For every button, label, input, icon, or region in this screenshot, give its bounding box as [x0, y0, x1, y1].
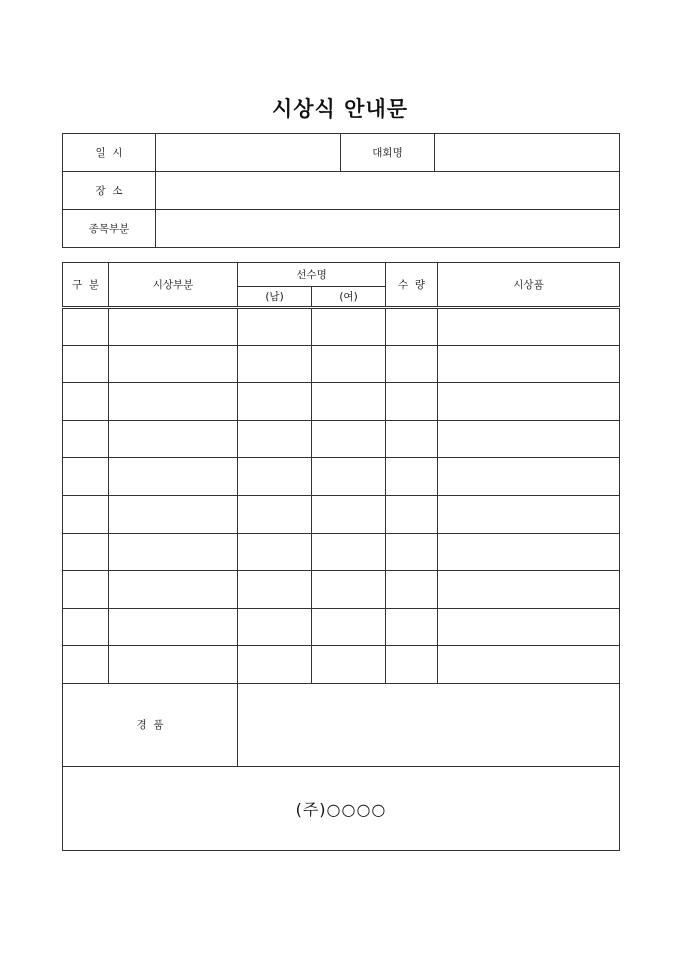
info-row-place	[63, 172, 620, 210]
award-row	[63, 383, 620, 421]
category-field[interactable]	[156, 210, 620, 248]
info-row-datetime	[63, 134, 620, 172]
footer-row	[63, 766, 620, 850]
quantity-cell[interactable]	[386, 308, 438, 346]
award-prize-cell[interactable]	[438, 383, 620, 421]
quantity-cell[interactable]	[386, 646, 438, 684]
award-prize-cell[interactable]	[438, 420, 620, 458]
female-name-cell[interactable]	[312, 420, 386, 458]
female-name-cell[interactable]	[312, 345, 386, 383]
award-prize-cell[interactable]	[438, 495, 620, 533]
male-name-cell[interactable]	[238, 571, 312, 609]
division-cell[interactable]	[63, 308, 109, 346]
award-header-row	[63, 263, 620, 287]
athlete-name-header: 선수명	[238, 263, 386, 287]
quantity-cell[interactable]	[386, 420, 438, 458]
award-row	[63, 571, 620, 609]
award-prize-cell[interactable]	[438, 646, 620, 684]
event-name-field[interactable]	[435, 134, 620, 172]
quantity-cell[interactable]	[386, 345, 438, 383]
award-category-cell[interactable]	[109, 383, 238, 421]
male-name-cell[interactable]	[238, 345, 312, 383]
gift-row	[63, 683, 620, 766]
quantity-cell[interactable]	[386, 533, 438, 571]
female-header: (여)	[312, 287, 386, 308]
award-category-cell[interactable]	[109, 646, 238, 684]
division-cell[interactable]	[63, 646, 109, 684]
award-prize-cell[interactable]	[438, 308, 620, 346]
quantity-header: 수 량	[386, 263, 438, 308]
female-name-cell[interactable]	[312, 533, 386, 571]
male-header: (남)	[238, 287, 312, 308]
division-cell[interactable]	[63, 495, 109, 533]
male-name-cell[interactable]	[238, 458, 312, 496]
datetime-field[interactable]	[156, 134, 341, 172]
info-row-category	[63, 210, 620, 248]
division-cell[interactable]	[63, 420, 109, 458]
quantity-cell[interactable]	[386, 571, 438, 609]
info-table	[62, 133, 620, 248]
award-row	[63, 533, 620, 571]
quantity-cell[interactable]	[386, 608, 438, 646]
page-title: 시상식 안내문	[271, 97, 409, 121]
award-category-cell[interactable]	[109, 345, 238, 383]
female-name-cell[interactable]	[312, 646, 386, 684]
award-prize-cell[interactable]	[438, 533, 620, 571]
quantity-cell[interactable]	[386, 383, 438, 421]
award-row	[63, 458, 620, 496]
award-row	[63, 308, 620, 346]
datetime-label: 일 시	[63, 134, 156, 172]
award-category-cell[interactable]	[109, 308, 238, 346]
category-label: 종목부분	[63, 210, 156, 248]
male-name-cell[interactable]	[238, 495, 312, 533]
award-rows	[63, 308, 620, 684]
award-row	[63, 495, 620, 533]
female-name-cell[interactable]	[312, 608, 386, 646]
female-name-cell[interactable]	[312, 383, 386, 421]
award-prize-header: 시상품	[438, 263, 620, 308]
division-cell[interactable]	[63, 383, 109, 421]
division-header: 구 분	[63, 263, 109, 308]
award-prize-cell[interactable]	[438, 345, 620, 383]
quantity-cell[interactable]	[386, 458, 438, 496]
award-category-cell[interactable]	[109, 420, 238, 458]
division-cell[interactable]	[63, 608, 109, 646]
gift-field[interactable]	[238, 683, 620, 766]
award-category-header: 시상부분	[109, 263, 238, 308]
place-label: 장 소	[63, 172, 156, 210]
award-table	[62, 262, 620, 851]
gift-label: 경 품	[63, 683, 238, 766]
place-field[interactable]	[156, 172, 620, 210]
male-name-cell[interactable]	[238, 383, 312, 421]
division-cell[interactable]	[63, 533, 109, 571]
division-cell[interactable]	[63, 458, 109, 496]
female-name-cell[interactable]	[312, 308, 386, 346]
division-cell[interactable]	[63, 571, 109, 609]
award-prize-cell[interactable]	[438, 458, 620, 496]
male-name-cell[interactable]	[238, 646, 312, 684]
female-name-cell[interactable]	[312, 458, 386, 496]
award-row	[63, 608, 620, 646]
award-category-cell[interactable]	[109, 495, 238, 533]
male-name-cell[interactable]	[238, 308, 312, 346]
female-name-cell[interactable]	[312, 571, 386, 609]
division-cell[interactable]	[63, 345, 109, 383]
award-category-cell[interactable]	[109, 571, 238, 609]
female-name-cell[interactable]	[312, 495, 386, 533]
company-name: (주)○○○○	[63, 766, 620, 850]
award-prize-cell[interactable]	[438, 608, 620, 646]
award-category-cell[interactable]	[109, 458, 238, 496]
award-row	[63, 420, 620, 458]
award-row	[63, 646, 620, 684]
award-row	[63, 345, 620, 383]
award-category-cell[interactable]	[109, 533, 238, 571]
male-name-cell[interactable]	[238, 420, 312, 458]
award-prize-cell[interactable]	[438, 571, 620, 609]
male-name-cell[interactable]	[238, 608, 312, 646]
male-name-cell[interactable]	[238, 533, 312, 571]
quantity-cell[interactable]	[386, 495, 438, 533]
event-name-label: 대회명	[341, 134, 435, 172]
award-category-cell[interactable]	[109, 608, 238, 646]
